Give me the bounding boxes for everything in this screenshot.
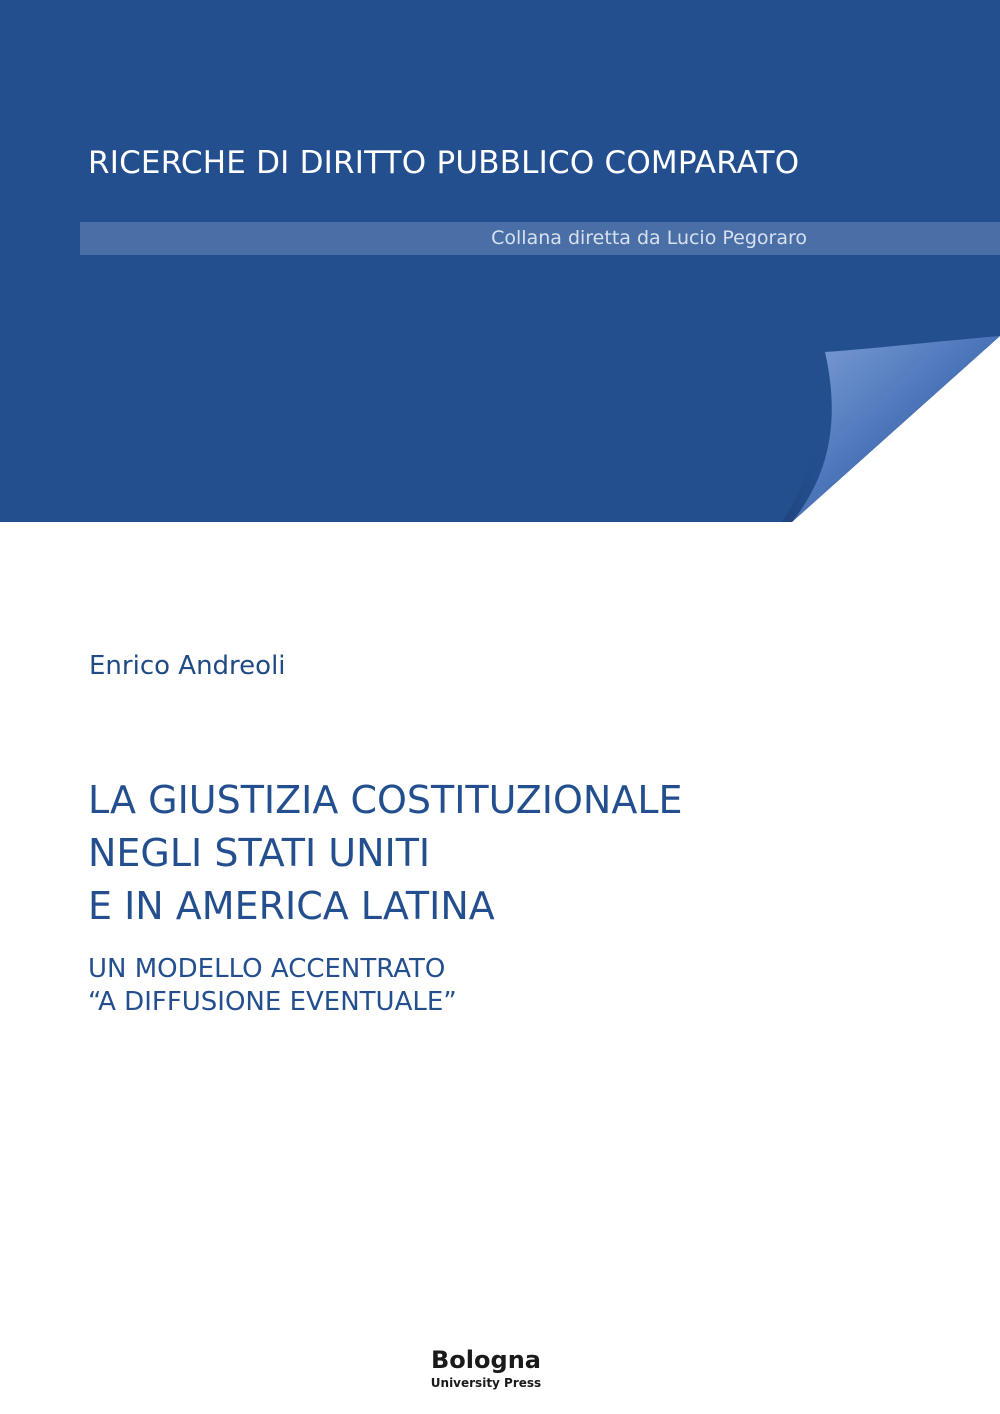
series-title: RICERCHE DI DIRITTO PUBBLICO COMPARATO — [88, 145, 800, 181]
book-subtitle-line: “A DIFFUSIONE EVENTUALE” — [88, 987, 457, 1017]
author-name: Enrico Andreoli — [89, 651, 286, 681]
book-subtitle-line: UN MODELLO ACCENTRATO — [88, 954, 446, 984]
book-title — [88, 774, 683, 933]
publisher-subtitle: University Press — [430, 1376, 542, 1390]
publisher-logo — [423, 1345, 549, 1391]
series-editor: Collana diretta da Lucio Pegoraro — [491, 227, 807, 249]
book-title-line: NEGLI STATI UNITI — [88, 831, 431, 875]
book-title-line: E IN AMERICA LATINA — [88, 884, 495, 928]
series-editor-strip — [80, 222, 1000, 255]
cover-top-band — [0, 0, 1000, 522]
book-subtitle — [88, 953, 457, 1019]
book-title-line: LA GIUSTIZIA COSTITUZIONALE — [88, 778, 683, 822]
publisher-name: Bologna — [431, 1346, 541, 1374]
